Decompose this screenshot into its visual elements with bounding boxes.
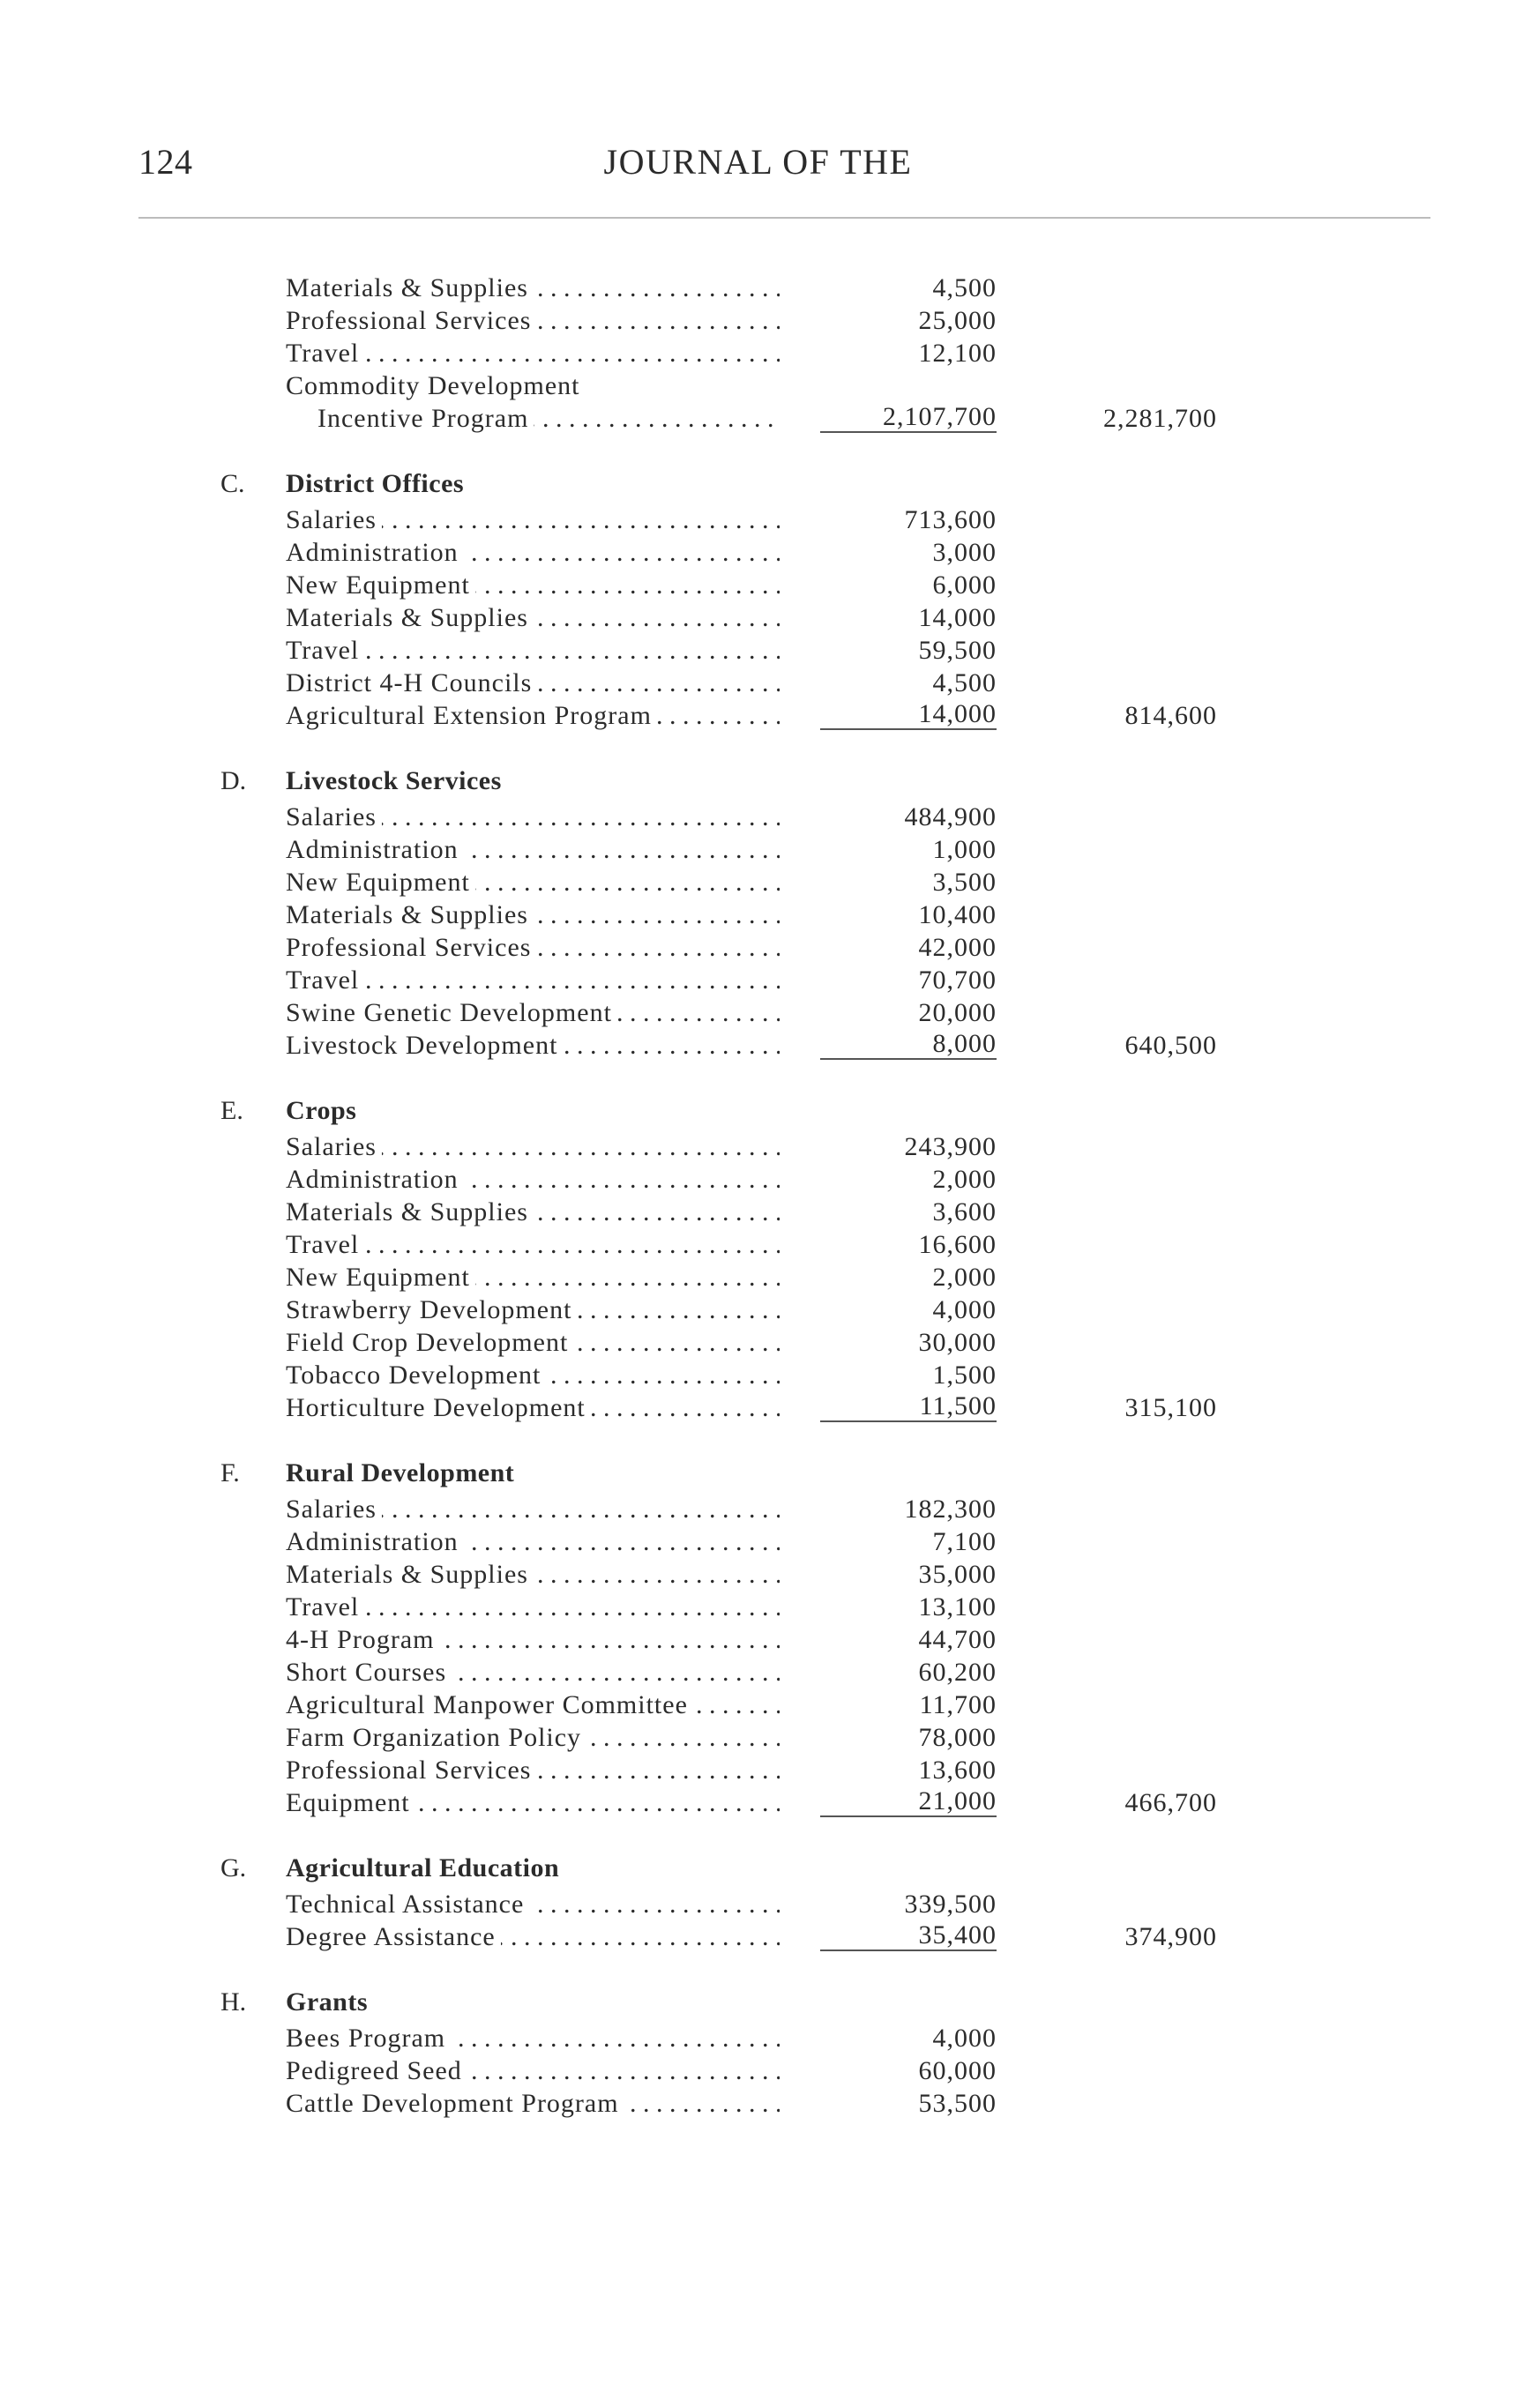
table-row (0, 1721, 1516, 1754)
item-label-text: Field Crop Development (286, 1328, 573, 1357)
item-amount: 16,600 (918, 1230, 997, 1259)
item-label (286, 1493, 780, 1525)
item-label-text: Horticulture Development (286, 1393, 591, 1422)
item-amount: 60,000 (918, 2056, 997, 2085)
table-row (0, 996, 1516, 1029)
table-row (0, 272, 1516, 304)
item-label (286, 1754, 780, 1786)
item-label (286, 272, 780, 304)
item-label (286, 801, 780, 833)
item-label (286, 996, 780, 1029)
item-amount: 3,000 (932, 538, 997, 567)
item-amount: 12,100 (918, 339, 997, 368)
item-label (286, 634, 780, 667)
item-label-text: Bees Program (286, 2024, 451, 2053)
table-row (0, 1163, 1516, 1196)
item-amount: 3,500 (932, 868, 997, 897)
item-label (286, 1163, 780, 1196)
table-row (0, 536, 1516, 569)
item-label (286, 866, 780, 898)
item-label-text: Administration (286, 835, 464, 864)
section-heading (0, 762, 1516, 801)
section-heading (0, 465, 1516, 503)
section-heading (0, 1849, 1516, 1888)
table-row (0, 634, 1516, 667)
item-amount: 35,000 (918, 1560, 997, 1589)
section-title: Grants (286, 1987, 368, 2017)
section-letter: G. (220, 1853, 247, 1882)
item-amount: 4,000 (932, 2024, 997, 2053)
table-row (0, 1623, 1516, 1656)
item-label (286, 833, 780, 866)
section-heading (0, 1454, 1516, 1493)
item-label (286, 2022, 780, 2054)
item-label-text: Salaries (286, 1132, 382, 1161)
item-label (286, 1196, 780, 1228)
section-letter: D. (220, 766, 247, 795)
section-title: Rural Development (286, 1458, 515, 1487)
section-letter: E. (220, 1096, 243, 1125)
table-row (0, 1689, 1516, 1721)
item-label-text: Cattle Development Program (286, 2089, 624, 2118)
item-label (286, 1525, 780, 1558)
table-row (0, 1293, 1516, 1326)
item-amount: 59,500 (918, 636, 997, 665)
table-row (0, 1493, 1516, 1525)
item-label (286, 337, 780, 369)
item-label-text: Administration (286, 538, 464, 567)
section-total: 640,500 (1124, 1031, 1217, 1060)
item-amount: 70,700 (918, 965, 997, 995)
item-label (286, 1261, 780, 1293)
item-amount: 7,100 (932, 1527, 997, 1556)
section-letter: C. (220, 469, 245, 498)
table-row (0, 369, 1516, 402)
table-row (0, 667, 1516, 699)
item-label (286, 1391, 780, 1424)
item-label-text: Salaries (286, 802, 382, 831)
table-row (0, 1754, 1516, 1786)
table-row (0, 1261, 1516, 1293)
table-row (0, 1558, 1516, 1591)
table-row (0, 1359, 1516, 1391)
item-label (286, 1293, 780, 1326)
item-label-text: Materials & Supplies (286, 1560, 534, 1589)
item-amount: 21,000 (820, 1786, 997, 1817)
item-label-text: Incentive Program (317, 404, 534, 433)
item-label (286, 1558, 780, 1591)
table-row (0, 304, 1516, 337)
table-row (0, 2054, 1516, 2087)
section-title: Crops (286, 1096, 357, 1125)
item-amount: 4,000 (932, 1295, 997, 1324)
item-label-text: Professional Services (286, 933, 536, 962)
item-label (286, 503, 780, 536)
section-gap (0, 732, 1516, 762)
table-row (0, 1656, 1516, 1689)
item-label (286, 1130, 780, 1163)
table-row (0, 569, 1516, 601)
item-label (286, 1623, 780, 1656)
budget-table (0, 272, 1516, 2120)
item-label-text: New Equipment (286, 1263, 475, 1292)
item-label-text: New Equipment (286, 868, 475, 897)
item-amount: 11,500 (820, 1391, 997, 1422)
item-label (286, 931, 780, 964)
table-row (0, 1391, 1516, 1424)
table-row (0, 503, 1516, 536)
section-gap (0, 435, 1516, 465)
item-amount: 30,000 (918, 1328, 997, 1357)
section-heading (0, 1983, 1516, 2022)
item-amount: 243,900 (904, 1132, 997, 1161)
item-label-text: Swine Genetic Development (286, 998, 617, 1027)
section-gap (0, 1062, 1516, 1092)
item-label-text: Materials & Supplies (286, 900, 534, 929)
table-row (0, 699, 1516, 732)
item-label (286, 1656, 780, 1689)
item-amount: 14,000 (820, 699, 997, 730)
item-amount: 484,900 (904, 802, 997, 831)
table-row (0, 601, 1516, 634)
item-amount: 2,000 (932, 1165, 997, 1194)
section-letter: H. (220, 1987, 247, 2017)
item-label (286, 536, 780, 569)
item-label-text: Travel (286, 965, 364, 995)
item-label (286, 1359, 780, 1391)
table-row (0, 1326, 1516, 1359)
section-gap (0, 1424, 1516, 1454)
item-label (286, 1888, 780, 1920)
item-label-text: Materials & Supplies (286, 273, 534, 302)
table-row (0, 1888, 1516, 1920)
item-label (286, 1228, 780, 1261)
item-label-text: Salaries (286, 505, 382, 534)
item-label (286, 898, 780, 931)
item-label (286, 1721, 780, 1754)
table-row (0, 964, 1516, 996)
item-label-text: Degree Assistance (286, 1922, 501, 1951)
item-amount: 3,600 (932, 1197, 997, 1226)
item-amount: 44,700 (918, 1625, 997, 1654)
table-row (0, 833, 1516, 866)
item-label (286, 1920, 780, 1953)
table-row (0, 1130, 1516, 1163)
section-gap (0, 1819, 1516, 1849)
item-label (286, 1326, 780, 1359)
item-amount: 35,400 (820, 1920, 997, 1951)
item-label-text: Technical Assistance (286, 1890, 529, 1919)
item-label-text: 4-H Program (286, 1625, 439, 1654)
table-row (0, 1920, 1516, 1953)
item-amount: 10,400 (918, 900, 997, 929)
section-letter: F. (220, 1458, 240, 1487)
item-label (286, 699, 780, 732)
item-amount: 11,700 (919, 1690, 997, 1719)
table-row (0, 1228, 1516, 1261)
table-row (0, 801, 1516, 833)
running-title: JOURNAL OF THE (603, 142, 913, 182)
item-label-text: Livestock Development (286, 1031, 563, 1060)
item-amount: 60,200 (918, 1658, 997, 1687)
section-total: 315,100 (1124, 1393, 1217, 1422)
item-amount: 42,000 (918, 933, 997, 962)
item-amount: 13,600 (918, 1756, 997, 1785)
item-label-text: Professional Services (286, 1756, 536, 1785)
item-label-text: Short Courses (286, 1658, 452, 1687)
item-label (286, 667, 780, 699)
item-label (286, 1591, 780, 1623)
item-amount: 713,600 (904, 505, 997, 534)
item-label-text: Agricultural Extension Program (286, 701, 657, 730)
section-total: 466,700 (1124, 1788, 1217, 1817)
section-total: 814,600 (1124, 701, 1217, 730)
item-label-text: Equipment (286, 1788, 415, 1817)
table-row (0, 1786, 1516, 1819)
item-amount: 339,500 (904, 1890, 997, 1919)
table-row (0, 1029, 1516, 1062)
item-amount: 2,000 (932, 1263, 997, 1292)
item-label-text: Materials & Supplies (286, 603, 534, 632)
table-row (0, 1591, 1516, 1623)
item-label-text: Salaries (286, 1495, 382, 1524)
item-amount: 2,107,700 (820, 402, 997, 433)
header-rule (138, 217, 1430, 219)
item-label (286, 1786, 780, 1819)
item-amount: 20,000 (918, 998, 997, 1027)
table-row (0, 402, 1516, 435)
table-row (0, 337, 1516, 369)
section-title: Agricultural Education (286, 1853, 560, 1882)
section-gap (0, 1953, 1516, 1983)
item-label (286, 569, 780, 601)
item-amount: 6,000 (932, 570, 997, 600)
item-amount: 4,500 (932, 273, 997, 302)
item-label-text: Travel (286, 339, 364, 368)
item-label (317, 402, 780, 435)
item-label-text: Strawberry Development (286, 1295, 577, 1324)
section-title: District Offices (286, 469, 465, 498)
section-total: 2,281,700 (1103, 404, 1217, 433)
item-label-text: Tobacco Development (286, 1361, 546, 1390)
table-row (0, 1525, 1516, 1558)
item-label-text: Travel (286, 1592, 364, 1621)
table-row (0, 931, 1516, 964)
item-label-text: Travel (286, 1230, 364, 1259)
item-amount: 182,300 (904, 1495, 997, 1524)
item-label-text: Administration (286, 1165, 464, 1194)
item-label-text: Agricultural Manpower Committee (286, 1690, 693, 1719)
table-row (0, 2087, 1516, 2120)
item-label-text: Travel (286, 636, 364, 665)
item-label-text: Materials & Supplies (286, 1197, 534, 1226)
section-total: 374,900 (1124, 1922, 1217, 1951)
item-amount: 78,000 (918, 1723, 997, 1752)
item-label-text: District 4-H Councils (286, 668, 537, 697)
item-label (286, 1689, 780, 1721)
page-number: 124 (138, 142, 193, 182)
item-amount: 53,500 (918, 2089, 997, 2118)
item-amount: 14,000 (918, 603, 997, 632)
item-label (286, 601, 780, 634)
table-row (0, 1196, 1516, 1228)
item-label-text: New Equipment (286, 570, 475, 600)
item-label-text: Farm Organization Policy (286, 1723, 586, 1752)
item-amount: 25,000 (918, 306, 997, 335)
item-label (286, 369, 780, 402)
item-label-text: Administration (286, 1527, 464, 1556)
section-title: Livestock Services (286, 766, 502, 795)
item-label (286, 2054, 780, 2087)
item-amount: 8,000 (820, 1029, 997, 1060)
item-label-text: Professional Services (286, 306, 536, 335)
table-row (0, 866, 1516, 898)
item-amount: 4,500 (932, 668, 997, 697)
item-label-text: Commodity Development (286, 371, 585, 400)
table-row (0, 898, 1516, 931)
table-row (0, 2022, 1516, 2054)
item-label (286, 1029, 780, 1062)
item-amount: 13,100 (918, 1592, 997, 1621)
item-label (286, 2087, 780, 2120)
item-label-text: Pedigreed Seed (286, 2056, 467, 2085)
item-label (286, 964, 780, 996)
item-amount: 1,000 (932, 835, 997, 864)
item-amount: 1,500 (932, 1361, 997, 1390)
item-label (286, 304, 780, 337)
section-heading (0, 1092, 1516, 1130)
